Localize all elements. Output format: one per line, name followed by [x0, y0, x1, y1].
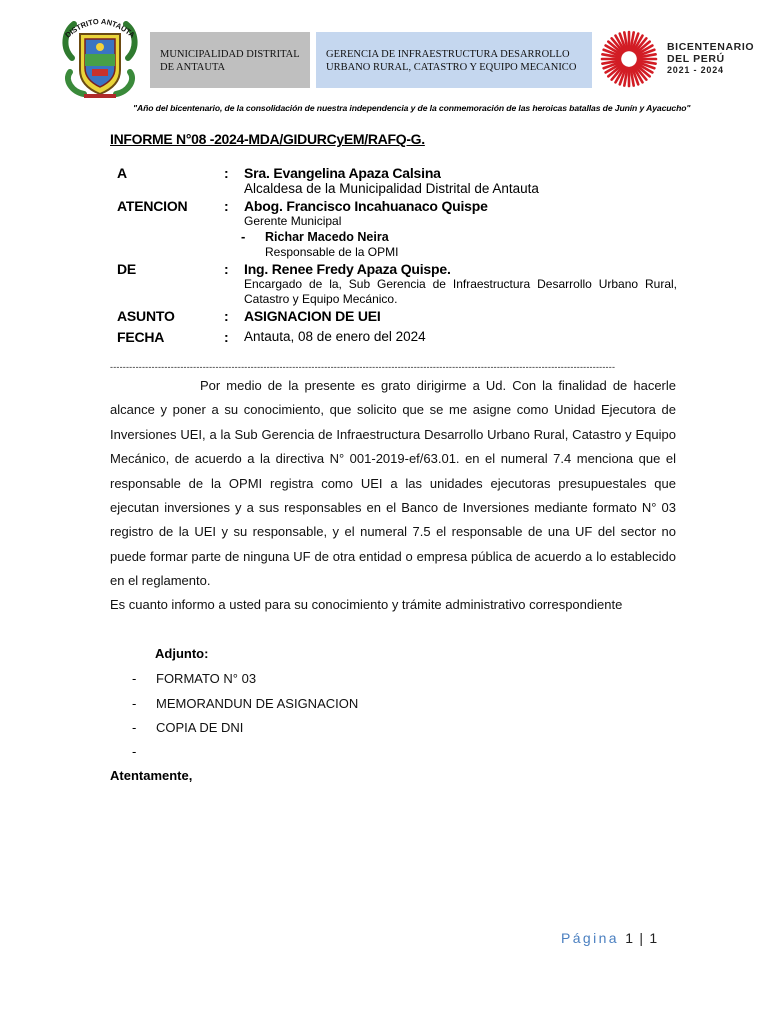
list-bullet: -	[132, 744, 137, 759]
crest-arc-text: DISTRITO ANTAUTA	[63, 16, 137, 40]
recipient-role: Alcaldesa de la Municipalidad Distrital de Antauta	[244, 181, 539, 196]
page-current: 1	[625, 930, 634, 946]
page-number	[561, 930, 657, 946]
sender-name: Ing. Renee Fredy Apaza Quispe.	[244, 261, 451, 277]
subject-value: ASIGNACION DE UEI	[244, 308, 381, 324]
label-asunto: ASUNTO	[117, 308, 175, 324]
header-municipality-box	[150, 32, 310, 88]
report-title: INFORME N°08 -2024-MDA/GIDURCyEM/RAFQ-G.	[110, 131, 425, 147]
sign-off: Atentamente,	[110, 768, 193, 783]
attention-role: Gerente Municipal	[244, 214, 342, 228]
bicentenario-logo-icon	[598, 30, 660, 88]
municipality-name: MUNICIPALIDAD DISTRITAL DE ANTAUTA	[160, 49, 300, 73]
attachment-item: COPIA DE DNI	[156, 720, 244, 735]
bicentenario-line1: BICENTENARIO	[667, 41, 755, 53]
municipal-crest-logo	[58, 14, 142, 102]
colon: :	[224, 261, 229, 277]
list-bullet: -	[132, 720, 137, 735]
page-separator: |	[639, 930, 644, 946]
attachment-item: MEMORANDUN DE ASIGNACION	[156, 696, 359, 711]
paragraph-text: Por medio de la presente es grato dirigirme a Ud. Con la finalidad de hacerle alcance y poner a su conocimiento, que solicito que se me asigne como Unidad Ejecutora de Inversiones UEI, a la Sub Gerencia de Infraestructura Desarrollo Urbano Rural, Catastro y Equipo Mecánico, de acuerdo a la directiva N° 001-2019-ef/63.01. en el numeral 7.4 menciona que el responsable de la OPMI registra como UEI a las unidades ejecutoras presupuestales que ejecutan inversiones y a sus responsables en el Banco de Inversiones mediante formato N° 03 registro de la UEI y su responsable, y el numeral 7.5 el responsable de una UF del sector no puede formar parte de ninguna UF de otra entidad o empresa pública de acuerdo a lo establecido en el reglamento.	[110, 378, 676, 589]
colon: :	[224, 308, 229, 324]
list-bullet: -	[132, 671, 137, 686]
svg-text:DISTRITO ANTAUTA	[63, 17, 137, 40]
label-a: A	[117, 165, 127, 181]
bicentenario-line2: DEL PERÚ	[667, 52, 725, 65]
attachments-label: Adjunto:	[155, 646, 209, 661]
label-de: DE	[117, 261, 137, 277]
body-paragraph	[110, 374, 676, 594]
colon: :	[224, 329, 229, 345]
attention-name: Abog. Francisco Incahuanaco Quispe	[244, 198, 488, 214]
department-name: GERENCIA DE INFRAESTRUCTURA DESARROLLO URBANO RURAL, CATASTRO Y EQUIPO MECANICO	[326, 49, 577, 73]
page-word: Página	[561, 930, 619, 946]
colon: :	[224, 198, 229, 214]
page-total: 1	[649, 930, 658, 946]
colon: :	[224, 165, 229, 181]
attention2-name: Richar Macedo Neira	[265, 230, 389, 244]
recipient-name: Sra. Evangelina Apaza Calsina	[244, 165, 441, 181]
attachment-item: FORMATO N° 03	[156, 671, 257, 686]
attention2-role: Responsable de la OPMI	[265, 245, 399, 259]
bicentenario-line3: 2021 - 2024	[667, 65, 724, 75]
closing-paragraph: Es cuanto informo a usted para su conocimiento y trámite administrativo correspondiente	[110, 597, 623, 612]
attention2-dash: -	[241, 229, 246, 244]
separator-line: --------------------------------------------------------------------------------------------------------------------------------------------------------------	[110, 362, 616, 372]
sender-role: Encargado de la, Sub Gerencia de Infraestructura Desarrollo Urbano Rural, Catastro y Equipo Mecánico.	[244, 277, 677, 306]
bicentenario-text	[667, 42, 754, 77]
header-department-box	[316, 32, 592, 88]
label-atencion: ATENCION	[117, 198, 188, 214]
date-value: Antauta, 08 de enero del 2024	[244, 329, 426, 344]
year-motto: "Año del bicentenario, de la consolidación de nuestra independencia y de la conmemoración de las heroicas batallas de Junín y Ayacucho"	[133, 103, 691, 113]
label-fecha: FECHA	[117, 329, 165, 345]
list-bullet: -	[132, 696, 137, 711]
